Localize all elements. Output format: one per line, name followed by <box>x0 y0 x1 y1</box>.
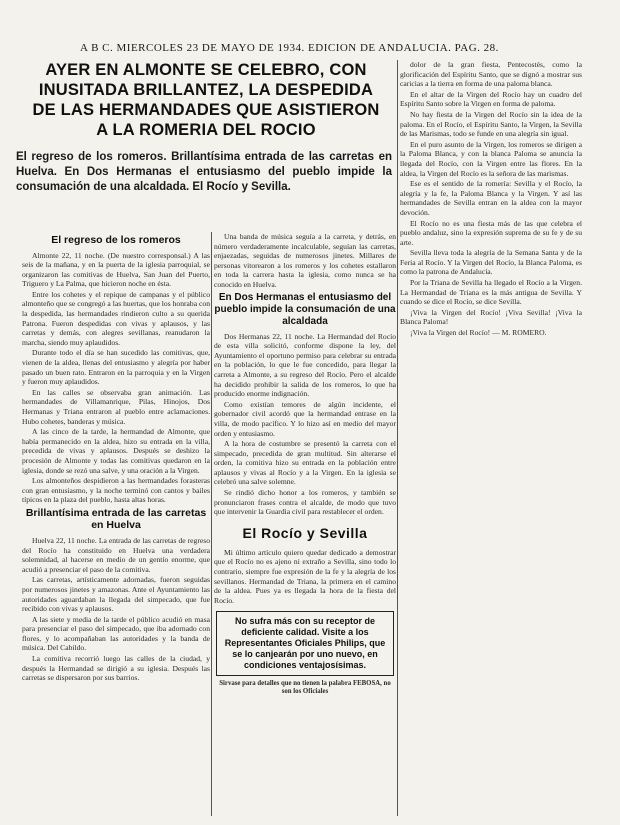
paragraph: Almonte 22, 11 noche. (De nuestro corresponsal.) A las seis de la mañana, y en la puerta de la iglesia parroquial, se organizaron las comitivas de Huelva, San Juan del Puerto, Triguero y La Palma, que hicieron noche en ésta. <box>22 250 210 289</box>
main-headline <box>20 60 392 140</box>
paragraph: ¡Viva la Virgen del Rocío! ¡Viva Sevilla! ¡Viva la Blanca Paloma! <box>400 307 582 327</box>
paragraph: Ese es el sentido de la romería: Sevilla y el Rocío, la alegría y la fe, la Paloma Blanca y la Virgen. Y así las hermandades de Sevilla entran en la aldea con la mayor devoción. <box>400 179 582 217</box>
paragraph: Durante todo el día se han sucedido las comitivas, que, vienen de la aldea, llenas del entusiasmo y alegría por haber pasado un buen rato. Entraron en la parroquia y en la Virgen y fueron muy aplaudidos. <box>22 348 210 387</box>
paragraph: Las carretas, artísticamente adornadas, fueron seguidas por numerosos jinetes y amazonas. Ante el Ayuntamiento las autoridades aguardaban la llegada del simpecado, que fue recibido con vivas y aplausos. <box>22 575 210 614</box>
paragraph: ¡Viva la Virgen del Rocío! — M. ROMERO. <box>410 328 547 338</box>
paragraph: La comitiva recorrió luego las calles de la ciudad, y después la Hermandad se dirigió a su iglesia. Después las carretas se dispersaron por sus barrios. <box>22 654 210 683</box>
paragraph: Una banda de música seguía a la carreta, y detrás, en número verdaderamente incalculable, seguían las carretas, enjaezadas, seguidas de numerosos jinetes. Millares de personas vitorearon a los romeros y los cohetes estallaron en toda la carrera hasta la iglesia, como nunca se ha conocido en Huelva. <box>214 232 396 289</box>
paragraph: Entre los cohetes y el repique de campanas y el público almonteño que se congregó a las huertas, que los honraba con la despedida, las hermandades rindieron culto a su querida Patrona. Fueron despedidas con vivas y aplausos, y las carretas y demás, con alegres sevillanas, reanudaron la marcha, siendo muy aplaudidos. <box>22 289 210 347</box>
paragraph: Los almonteños despidieron a las hermandades forasteras con gran entusiasmo, y la noche terminó con cantos y bailes típicos en la plaza del pueblo, hasta altas horas. <box>22 476 210 505</box>
paragraph: Se rindió dicho honor a los romeros, y también se pronunciaron frases contra el alcalde, de modo que tuvo que intervenir la Guardia civil para restablecer el orden. <box>214 488 396 517</box>
paragraph: No hay fiesta de la Virgen del Rocío sin la idea de la paloma. En el Rocío, el Espíritu Santo, la Virgen, la Sevilla de las Marismas, todo se funde en una alegría sin igual. <box>400 109 582 139</box>
ad-text: No sufra más con su receptor de deficiente calidad. Visite a los Representantes Oficiales Philips, que se lo canjearán por uno nuevo, en condiciones ventajosísimas. <box>224 616 386 671</box>
column-2 <box>214 232 396 818</box>
paragraph: Sevilla lleva toda la alegría de la Semana Santa y de la Feria al Rocío. Y la Virgen del Rocío, la Blanca Paloma, es como la patrona de Andalucía. <box>400 248 582 277</box>
section-title-dos-hermanas: En Dos Hermanas el entusiasmo del pueblo impide la consumación de una alcaldada <box>214 291 396 327</box>
paragraph: Dos Hermanas 22, 11 noche. La Hermandad del Rocío de esta villa solicitó, conforme dispone la ley, del Ayuntamiento el oportuno permiso para celebrar su entrada en la población, lo que le fue concedido, para llegar la carreta a Almonte, a su regreso del Rocío. Pero el alcalde ha decidido prohibir la salida de los romeros, lo que ha producido enorme indignación. <box>214 331 396 399</box>
section-title-rocio-sevilla: El Rocío y Sevilla <box>242 524 368 541</box>
paragraph: dolor de la gran fiesta, Pentecostés, como la glorificación del Espíritu Santo, que se dignó a mostrar sus caricias a la tierra en forma de una paloma blanca. <box>400 60 582 89</box>
section-title-huelva: Brillantísima entrada de las carretas en Huelva <box>25 506 207 532</box>
paragraph: El Rocío no es una fiesta más de las que celebra el pueblo andaluz, sino la expresión suprema de su fe y de su arte. <box>400 218 582 247</box>
column-rule-2 <box>397 60 398 816</box>
headline-line-2: INUSITADA BRILLANTEZ, LA DESPEDIDA <box>38 81 374 99</box>
paragraph: En el altar de la Virgen del Rocío hay un cuadro del Espíritu Santo sobre la Virgen en forma de paloma. <box>400 89 582 109</box>
headline-line-4: A LA ROMERIA DEL ROCIO <box>96 121 316 139</box>
column-3 <box>400 60 582 820</box>
subheadline: El regreso de los romeros. Brillantísima entrada de las carretas en Huelva. En Dos Hermanas el entusiasmo del pueblo impide la consumación de una alcaldada. El Rocío y Sevilla. <box>16 151 392 193</box>
paragraph: Huelva 22, 11 noche. La entrada de las carretas de regreso del Rocío ha constituido en Huelva una verdadera solemnidad, al hacerse en medio de un gentío enorme, que acudió a presenciar el paso de la comitiva. <box>22 535 210 574</box>
section-title-regreso: El regreso de los romeros <box>51 234 181 246</box>
paragraph: A la hora de costumbre se presentó la carreta con el simpecado, precedida de gran multitud. Sin alterarse el orden, la comitiva hizo su entrada en la población entre aplausos y vivas al Rocío y a la Virgen. En la iglesia se celebró una salve solemne. <box>214 439 396 487</box>
column-rule-1 <box>211 232 212 816</box>
paragraph: En el puro asunto de la Virgen, los romeros se dirigen a la Paloma Blanca, y con la blanca Paloma se anuncia la llegada del Rocío, con la Virgen entre las flores. En la aldea, la Virgen del Rocío es la señora de las marismas. <box>400 139 582 178</box>
paragraph: Mi último artículo quiero quedar dedicado a demostrar que el Rocío no es ajeno ni extraño a Sevilla, sino todo lo contrario, siempre fue expresión de la fe y la alegría de los sevillanos. Hermandad de Triana, la primera en el camino de la aldea. Pues ya es llegada la hora de la fiesta del Rocío. <box>214 547 396 605</box>
column-1 <box>22 232 210 818</box>
paragraph: A las siete y media de la tarde el público acudió en masa para presenciar el paso del simpecado, que iba adornado con flores, y lo acompañaban las autoridades y la banda de música. Del Cabildo. <box>22 614 210 653</box>
philips-advertisement <box>216 611 394 676</box>
headline-line-1: AYER EN ALMONTE SE CELEBRO, CON <box>45 61 367 79</box>
running-head: A B C. MIERCOLES 23 DE MAYO DE 1934. EDICION DE ANDALUCIA. PAG. 28. <box>80 42 499 54</box>
paragraph: En las calles se observaba gran animación. Las hermandades de Villamanrique, Pilas, Hinojos, Dos Hermanas y Triana entraron al pueblo entre aclamaciones. Hubo cohetes, banderas y música. <box>22 387 210 426</box>
paragraph: A las cinco de la tarde, la hermandad de Almonte, que había permanecido en la aldea, hizo su entrada en la villa, precedida de vivas y aplausos. Después se deshizo la procesión de Almonte y todas las comitivas quedaron en la iglesia, donde se rezó una salve, y una oración a la Virgen. <box>22 427 210 475</box>
paragraph: Por la Triana de Sevilla ha llegado el Rocío a la Virgen. La Hermandad de Triana es la más antigua de Sevilla. Y cuando se dice el Rocío, se dice Sevilla. <box>400 278 582 307</box>
headline-line-3: DE LAS HERMANDADES QUE ASISTIERON <box>32 101 380 119</box>
ad-footnote: Sirvase para detalles que no tienen la palabra FEBOSA, no son los Oficiales <box>219 680 391 696</box>
paragraph: Como existían temores de algún incidente, el gobernador civil acordó que la hermandad entrase en la villa, de modo pacífico. Y lo hizo así en medio del mayor orden y entusiasmo. <box>214 399 396 438</box>
